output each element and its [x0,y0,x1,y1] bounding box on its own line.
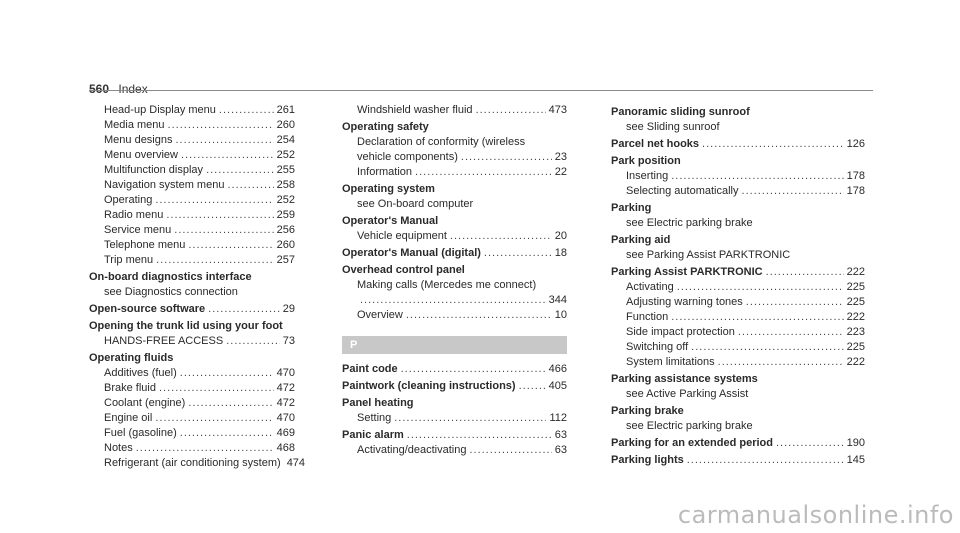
page-reference: 258 [276,179,295,191]
entry-text: Adjusting warning tones [626,296,743,308]
index-heading: Operating fluids [89,352,174,364]
dot-leader [450,229,552,244]
entry-text: Menu designs [104,134,173,146]
dot-leader [159,381,274,396]
index-heading: Parking assistance systems [611,373,758,385]
page-reference: 468 [276,442,295,454]
index-subentry [611,169,865,184]
entry-text: Navigation system menu [104,179,225,191]
dot-leader [484,246,552,261]
page-reference: 126 [846,138,865,150]
page-reference: 63 [554,429,567,441]
index-heading: Operating safety [342,121,429,133]
entry-text: Open-source software [89,303,206,315]
page-section-title: Index [118,82,148,96]
dot-leader [718,355,844,370]
index-subentry [342,150,567,165]
dot-leader [156,253,274,268]
page-reference: 252 [276,194,295,206]
index-column-3 [611,103,865,468]
dot-leader [168,118,274,133]
index-column-1 [89,103,306,471]
entry-text: Refrigerant (air conditioning system) [104,457,281,469]
page-reference: 474 [286,457,306,469]
page-reference: 23 [554,151,567,163]
page-reference: 190 [846,437,865,449]
page-reference: 261 [276,104,295,116]
dot-leader [406,308,552,323]
entry-text: Activating/deactivating [357,444,467,456]
entry-text: Parking lights [611,454,684,466]
index-letter-heading: P [342,336,567,354]
dot-leader [155,193,273,208]
index-heading: Panoramic sliding sunroof [611,106,750,118]
index-heading: Operating system [342,183,435,195]
index-subentry [89,381,295,396]
page-reference: 145 [846,454,865,466]
index-column-2 [342,103,567,458]
dot-leader [776,436,844,451]
entry-text: Parcel net hooks [611,138,700,150]
entry-text: HANDS-FREE ACCESS [104,335,224,347]
page-reference: 252 [276,149,295,161]
page-reference: 222 [846,356,865,368]
entry-text: Setting [357,412,392,424]
see-reference: see Electric parking brake [626,420,753,432]
index-heading: Park position [611,155,681,167]
index-subentry [89,223,295,238]
index-subentry [342,443,567,458]
dot-leader [738,325,844,340]
dot-leader [174,223,273,238]
see-reference: see On-board computer [357,198,474,210]
page-reference: 344 [548,294,567,306]
index-heading-entry [89,302,295,317]
watermark-logo: carmanualsonline.info [677,501,954,529]
index-subentry [89,178,295,193]
page-reference: 63 [554,444,567,456]
see-reference: see Parking Assist PARKTRONIC [626,249,791,261]
entry-text: Parking Assist PARKTRONIC [611,266,763,278]
dot-leader [407,428,552,443]
entry-text: Menu overview [104,149,178,161]
index-heading-entry [611,137,865,152]
page-reference: 405 [548,380,567,392]
page-reference: 73 [282,335,295,347]
dot-leader [360,293,546,308]
index-subentry [611,295,865,310]
entry-text: Paintwork (cleaning instructions) [342,380,516,392]
index-heading: Parking brake [611,405,684,417]
index-subentry [89,441,295,456]
page-reference: 112 [549,412,567,424]
page-reference: 18 [554,247,567,259]
dot-leader [226,334,280,349]
page-reference: 20 [554,230,567,242]
dot-leader [671,310,843,325]
entry-text: Telephone menu [104,239,186,251]
dot-leader [166,208,273,223]
dot-leader [188,396,273,411]
entry-text: Notes [104,442,133,454]
entry-text: Switching off [626,341,689,353]
entry-text: Information [357,166,413,178]
index-heading-entry [611,436,865,451]
index-heading-entry [611,453,865,468]
dot-leader [742,184,844,199]
index-subentry [342,308,567,323]
entry-text: Inserting [626,170,669,182]
entry-text: Coolant (engine) [104,397,186,409]
index-subentry-text: Making calls (Mercedes me connect) [357,279,537,291]
dot-leader [208,302,280,317]
index-heading: Opening the trunk lid using your foot [89,320,283,332]
dot-leader [746,295,844,310]
page-reference: 222 [846,311,865,323]
page-reference: 29 [282,303,295,315]
page-reference: 470 [276,412,295,424]
dot-leader [476,103,546,118]
entry-text: Vehicle equipment [357,230,447,242]
dot-leader [702,137,844,152]
entry-text: Side impact protection [626,326,735,338]
dot-leader [394,411,546,426]
entry-text: Multifunction display [104,164,204,176]
index-heading-entry [342,362,567,377]
header-divider [89,90,873,91]
index-heading: Parking [611,202,652,214]
see-reference: see Electric parking brake [626,217,753,229]
entry-text: Brake fluid [104,382,156,394]
index-subentry [89,426,295,441]
index-heading-entry [342,379,567,394]
entry-text: Additives (fuel) [104,367,177,379]
dot-leader [677,280,844,295]
index-subentry [89,411,295,426]
page-reference: 22 [554,166,567,178]
index-subentry [89,396,295,411]
index-heading: On-board diagnostics interface [89,271,252,283]
page-reference: 473 [548,104,567,116]
index-subentry [89,148,295,163]
dot-leader [691,340,843,355]
page-reference: 254 [276,134,295,146]
entry-text: vehicle components) [357,151,458,163]
page-reference: 470 [276,367,295,379]
index-subentry [89,334,295,349]
entry-text: Parking for an extended period [611,437,773,449]
dot-leader [227,178,273,193]
index-subentry [342,229,567,244]
index-subentry [342,411,567,426]
page-header [89,82,148,96]
entry-text: Trip menu [104,254,154,266]
dot-leader [671,169,843,184]
index-subentry [89,253,295,268]
dot-leader [181,148,274,163]
index-subentry [89,238,295,253]
entry-text: Activating [626,281,674,293]
entry-text: Operator's Manual (digital) [342,247,481,259]
dot-leader [180,366,274,381]
entry-text: Engine oil [104,412,153,424]
page-reference: 472 [276,382,295,394]
page-reference: 259 [276,209,295,221]
index-subentry [611,184,865,199]
page-reference: 257 [276,254,295,266]
page-reference: 260 [276,239,295,251]
dot-leader [155,411,273,426]
dot-leader [176,133,274,148]
see-reference: see Active Parking Assist [626,388,749,400]
page-reference: 466 [548,363,567,375]
index-subentry [611,280,865,295]
index-heading-entry [342,428,567,443]
dot-leader [766,265,844,280]
see-reference: see Sliding sunroof [626,121,720,133]
index-heading: Parking aid [611,234,671,246]
page-reference: 225 [846,341,865,353]
page-reference: 225 [846,296,865,308]
index-subentry [611,355,865,370]
page-reference: 256 [276,224,295,236]
entry-text: Fuel (gasoline) [104,427,177,439]
index-subentry [611,310,865,325]
dot-leader [415,165,552,180]
entry-text: Head-up Display menu [104,104,216,116]
entry-text: Operating [104,194,153,206]
page-reference: 255 [276,164,295,176]
index-subentry [89,118,295,133]
page-reference: 178 [846,185,865,197]
entry-text: Overview [357,309,403,321]
index-heading: Operator's Manual [342,215,439,227]
index-subentry [89,208,295,223]
index-subentry-text: Declaration of conformity (wireless [357,136,526,148]
dot-leader [219,103,274,118]
dot-leader [180,426,274,441]
dot-leader [206,163,274,178]
entry-text: Radio menu [104,209,164,221]
index-subentry [342,103,567,118]
dot-leader [687,453,844,468]
dot-leader [469,443,551,458]
index-heading-entry [342,246,567,261]
page-reference: 178 [846,170,865,182]
entry-text: Service menu [104,224,172,236]
index-heading-entry [611,265,865,280]
page-reference: 223 [846,326,865,338]
index-subentry [89,163,295,178]
index-subentry [89,193,295,208]
page-reference: 10 [554,309,567,321]
index-heading: Overhead control panel [342,264,465,276]
index-subentry [611,325,865,340]
entry-text: Panic alarm [342,429,404,441]
dot-leader [136,441,274,456]
entry-text: Windshield washer fluid [357,104,473,116]
dot-leader [461,150,552,165]
dot-leader [401,362,546,377]
page-reference: 469 [276,427,295,439]
dot-leader [188,238,273,253]
index-subentry [342,165,567,180]
index-subentry [89,456,306,471]
index-subentry [89,133,295,148]
entry-text: Paint code [342,363,398,375]
index-heading: Panel heating [342,397,414,409]
index-subentry [89,103,295,118]
dot-leader [519,379,546,394]
page-reference: 472 [276,397,295,409]
entry-text: Media menu [104,119,165,131]
index-subentry [611,340,865,355]
entry-text: Selecting automatically [626,185,739,197]
see-reference: see Diagnostics connection [104,286,238,298]
index-subentry [89,366,295,381]
page-reference: 260 [276,119,295,131]
entry-text: Function [626,311,669,323]
page-reference: 225 [846,281,865,293]
page-reference: 222 [846,266,865,278]
index-subentry [342,293,567,308]
page-number: 560 [89,82,110,96]
entry-text: System limitations [626,356,715,368]
